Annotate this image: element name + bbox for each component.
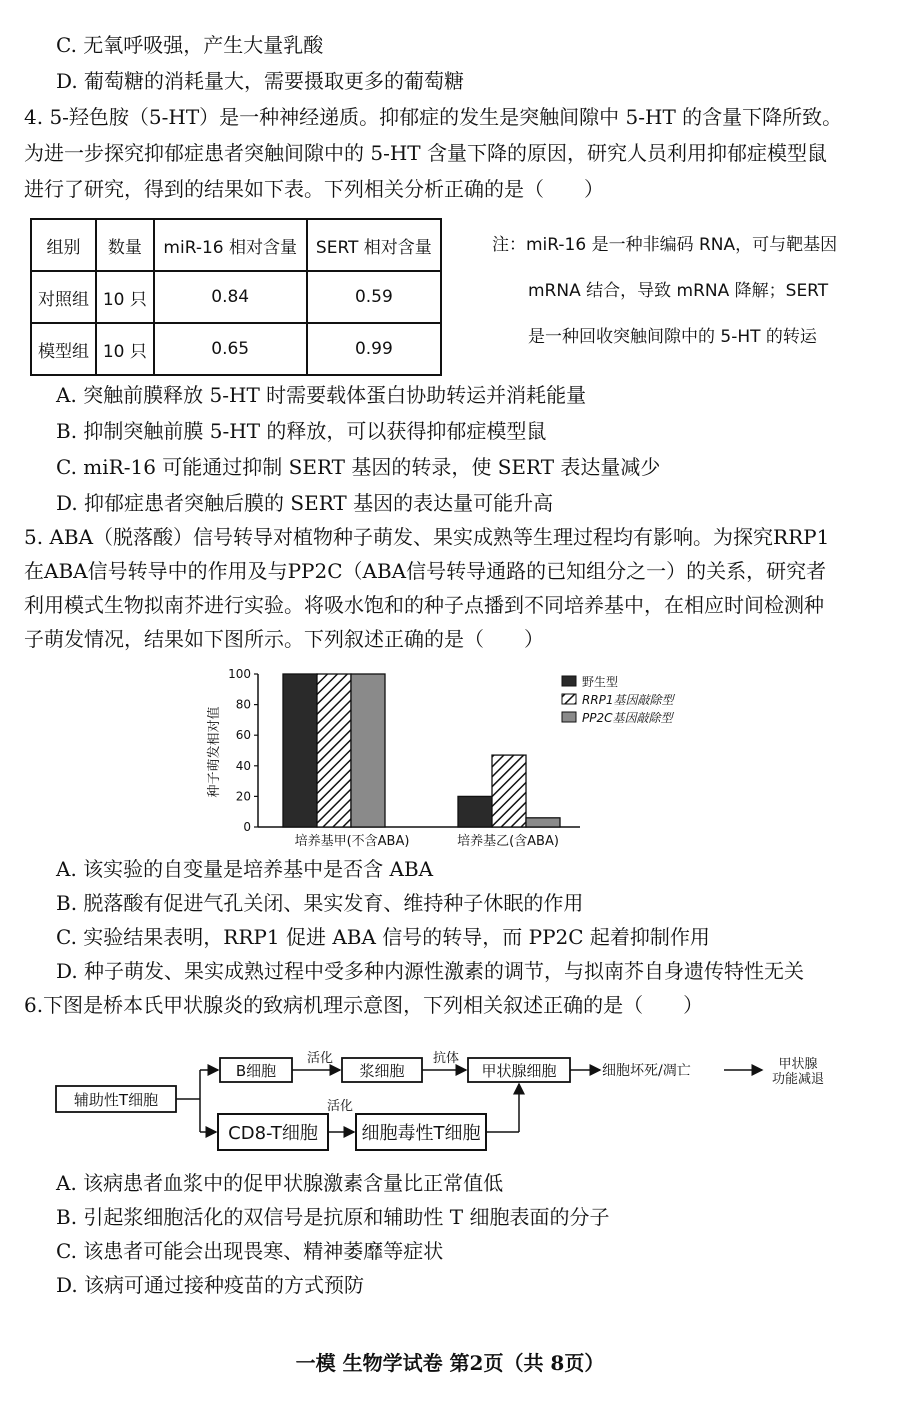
table-header-cell: 数量 (96, 219, 154, 271)
bar-2-1 (317, 674, 351, 827)
table-header-cell: miR-16 相对含量 (154, 219, 307, 271)
y-tick-label: 80 (235, 697, 251, 712)
table-cell: 模型组 (31, 323, 96, 375)
y-tick-label: 60 (235, 728, 251, 743)
q3-option-d: D. 葡萄糖的消耗量大，需要摄取更多的葡萄糖 (56, 69, 465, 93)
bar-1-1 (283, 674, 317, 827)
y-axis-label: 种子萌发相对值 (207, 706, 222, 798)
table-cell: 0.84 (154, 271, 307, 323)
result-label-2: 功能减退 (771, 1072, 825, 1087)
q4-stem-line-1: 4. 5-羟色胺（5-HT）是一种神经递质。抑郁症的发生是突触间隙中 5-HT 的含量下降所致。 (24, 105, 843, 129)
table-cell: 10 只 (96, 323, 154, 375)
x-tick-label: 培养基乙(含ABA) (457, 834, 559, 849)
table-row (31, 323, 441, 375)
q4-data-table (30, 218, 442, 376)
q4-option-c: C. miR-16 可能通过抑制 SERT 基因的转录，使 SERT 表达量减少 (56, 455, 661, 479)
y-tick-label: 20 (235, 789, 251, 804)
activate-label: 活化 (306, 1051, 334, 1066)
legend-label: RRP1基因敲除型 (582, 693, 674, 707)
q4-option-b: B. 抑制突触前膜 5-HT 的释放，可以获得抑郁症模型鼠 (56, 419, 547, 443)
helper-t-cell-label: 辅助性T细胞 (73, 1091, 159, 1109)
q5-stem-line-4: 子萌发情况，结果如下图所示。下列叙述正确的是（ ） (24, 627, 544, 651)
q5-stem-line-3: 利用模式生物拟南芥进行实验。将吸水饱和的种子点播到不同培养基中，在相应时间检测种 (24, 593, 824, 617)
q4-stem-line-2: 为进一步探究抑郁症患者突触间隙中的 5-HT 含量下降的原因，研究人员利用抑郁症模型鼠 (24, 141, 827, 165)
table-cell: 对照组 (31, 271, 96, 323)
table-header-cell: SERT 相对含量 (307, 219, 441, 271)
legend-swatch (562, 676, 576, 686)
q4-stem-line-3: 进行了研究，得到的结果如下表。下列相关分析正确的是（ ） (24, 177, 604, 201)
q6-option-a: A. 该病患者血浆中的促甲状腺激素含量比正常值低 (56, 1171, 504, 1195)
hashimoto-mechanism-diagram (50, 1040, 850, 1155)
q4-option-d: D. 抑郁症患者突触后膜的 SERT 基因的表达量可能升高 (56, 491, 554, 515)
table-cell: 0.59 (307, 271, 441, 323)
cell-death-label: 细胞坏死/凋亡 (602, 1063, 691, 1079)
table-header-cell: 组别 (31, 219, 96, 271)
legend-label: 野生型 (582, 675, 619, 689)
table-row (31, 271, 441, 323)
q5-option-c: C. 实验结果表明，RRP1 促进 ABA 信号的转导，而 PP2C 起着抑制作用 (56, 925, 710, 949)
cytotoxic-t-cell-label: 细胞毒性T细胞 (361, 1123, 481, 1144)
plasma-cell-label: 浆细胞 (359, 1062, 405, 1080)
bar-1-2 (458, 796, 492, 827)
antibody-label: 抗体 (432, 1051, 460, 1066)
activate-label: 活化 (326, 1099, 354, 1114)
result-label-1: 甲状腺 (778, 1057, 818, 1072)
page-footer: 一模 生物学试卷 第2页（共 8页） (295, 1351, 605, 1375)
b-cell-label: B细胞 (235, 1062, 277, 1080)
q6-stem: 6.下图是桥本氏甲状腺炎的致病机理示意图，下列相关叙述正确的是（ ） (24, 993, 704, 1017)
bar-3-1 (351, 674, 385, 827)
legend-swatch (562, 694, 576, 704)
x-tick-label: 培养基甲(不含ABA) (294, 834, 410, 849)
q5-option-b: B. 脱落酸有促进气孔关闭、果实发育、维持种子休眠的作用 (56, 891, 584, 915)
y-tick-label: 40 (235, 758, 251, 773)
q5-option-a: A. 该实验的自变量是培养基中是否含 ABA (56, 857, 434, 881)
q4-option-a: A. 突触前膜释放 5-HT 时需要载体蛋白协助转运并消耗能量 (56, 383, 587, 407)
table-header-row (31, 219, 441, 271)
q5-option-d: D. 种子萌发、果实成熟过程中受多种内源性激素的调节，与拟南芥自身遗传特性无关 (56, 959, 805, 983)
q3-option-c: C. 无氧呼吸强，产生大量乳酸 (56, 33, 324, 57)
bar-2-2 (492, 755, 526, 827)
bar-3-2 (526, 818, 560, 827)
q4-note-line-1: 注：miR-16 是一种非编码 RNA，可与靶基因 (492, 235, 838, 255)
table-cell: 0.65 (154, 323, 307, 375)
table-cell: 10 只 (96, 271, 154, 323)
table-cell: 0.99 (307, 323, 441, 375)
q5-stem-line-1: 5. ABA（脱落酸）信号转导对植物种子萌发、果实成熟等生理过程均有影响。为探究RRP1 (24, 525, 830, 549)
q6-option-d: D. 该病可通过接种疫苗的方式预防 (56, 1273, 365, 1297)
q6-option-b: B. 引起浆细胞活化的双信号是抗原和辅助性 T 细胞表面的分子 (56, 1205, 610, 1229)
thyroid-cell-label: 甲状腺细胞 (481, 1062, 557, 1080)
cd8-t-cell-label: CD8-T细胞 (228, 1123, 318, 1144)
germination-bar-chart (190, 662, 730, 862)
q4-note-line-2: mRNA 结合，导致 mRNA 降解；SERT (528, 281, 829, 301)
q4-note-line-3: 是一种回收突触间隙中的 5-HT 的转运 (528, 327, 817, 347)
legend-label: PP2C基因敲除型 (582, 711, 673, 725)
legend-swatch (562, 712, 576, 722)
y-tick-label: 0 (243, 820, 251, 834)
y-tick-label: 100 (228, 667, 251, 681)
q5-stem-line-2: 在ABA信号转导中的作用及与PP2C（ABA信号转导通路的已知组分之一）的关系，研究者 (24, 559, 827, 583)
q6-option-c: C. 该患者可能会出现畏寒、精神萎靡等症状 (56, 1239, 444, 1263)
